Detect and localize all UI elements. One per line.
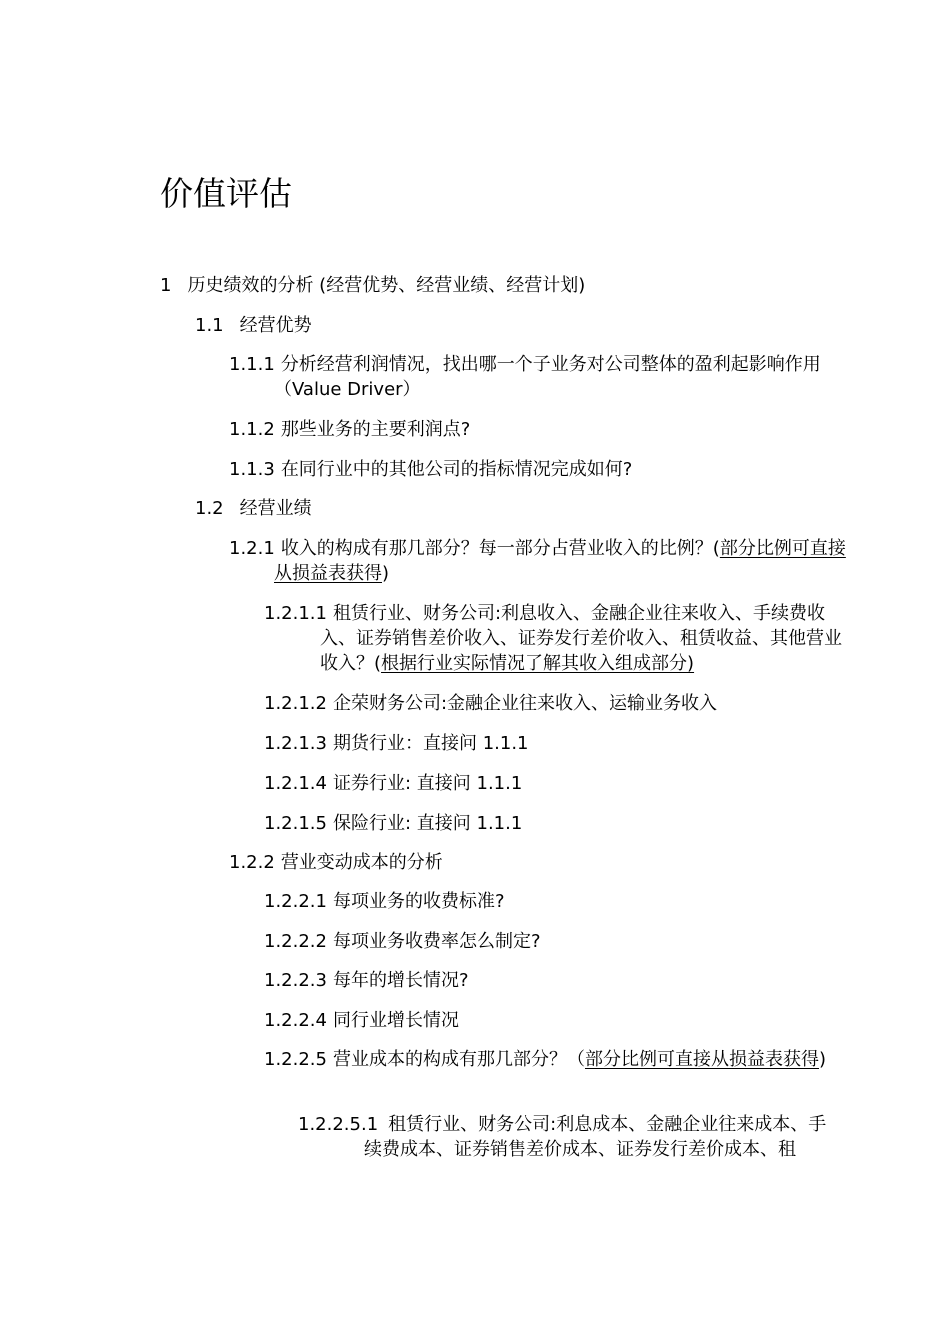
outline-number: 1.1.2 [229,419,275,440]
outline-text: 经营优势 [239,315,312,336]
outline-item-1-2-1 [229,536,849,586]
outline-text: 保险行业: 直接问 1.1.1 [332,813,523,834]
outline-item-1-1-1 [229,352,849,402]
outline-text: 营业成本的构成有那几部分？（ [332,1049,585,1070]
outline-item-1-2-1-1 [264,601,850,676]
outline-text: 每项业务的收费标准? [332,891,505,912]
outline-item-1-1-3 [229,457,632,482]
outline-text: 企荣财务公司:金融企业往来收入、运输业务收入 [332,693,718,714]
outline-text: 租赁行业、财务公司:利息成本、金融企业往来成本、手续费成本、证券销售差价成本、证券发行差价成本、租 [364,1114,827,1160]
outline-item-1-2-1-3 [264,731,529,756]
outline-number: 1.1.3 [229,459,275,480]
outline-number: 1.2.1.2 [264,693,327,714]
outline-number: 1.1.1 [229,354,275,375]
reference-link[interactable]: 根据行业实际情况了解其收入组成部分) [381,653,695,674]
outline-number: 1.2.1 [229,538,275,559]
outline-text: 经营业绩 [239,498,312,519]
outline-item-1-2-1-2 [264,691,717,716]
outline-item-1-2-2-2 [264,929,541,954]
outline-item-1-1 [195,313,312,338]
page-title: 价值评估 [160,174,292,213]
outline-text: 分析经营利润情况，找出哪一个子业务对公司整体的盈利起影响作用（Value Driver） [274,354,821,400]
outline-text: 期货行业：直接问 1.1.1 [332,733,529,754]
outline-text: 在同行业中的其他公司的指标情况完成如何? [280,459,633,480]
outline-number: 1.2.2 [229,852,275,873]
outline-number: 1.2.2.2 [264,931,327,952]
outline-item-1-2 [195,496,312,521]
outline-text-tail: ) [382,563,390,584]
reference-link[interactable]: 部分比例可直接从损益表获得 [274,538,846,584]
outline-number: 1.2 [195,498,224,519]
outline-text: 每年的增长情况? [332,970,469,991]
outline-text-tail: ) [818,1049,827,1070]
outline-text: 每项业务收费率怎么制定? [332,931,541,952]
reference-link[interactable]: 部分比例可直接从损益表获得 [584,1049,819,1070]
outline-number: 1.2.2.1 [264,891,327,912]
outline-number: 1.1 [195,315,224,336]
outline-item-1-2-1-5 [264,811,522,836]
outline-item-1-2-2-4 [264,1008,459,1033]
outline-number: 1.2.2.5 [264,1049,327,1070]
outline-text: 历史绩效的分析 (经营优势、经营业绩、经营计划) [187,275,586,296]
outline-number: 1.2.1.3 [264,733,327,754]
outline-item-1-2-2 [229,850,443,875]
outline-number: 1.2.1.1 [264,603,327,624]
outline-text: 营业变动成本的分析 [280,852,443,873]
outline-item-1-2-2-1 [264,889,505,914]
outline-item-1 [160,273,585,298]
outline-number: 1.2.2.3 [264,970,327,991]
outline-number: 1.2.1.5 [264,813,327,834]
outline-item-1-1-2 [229,417,470,442]
outline-item-1-2-2-3 [264,968,469,993]
outline-text: 证券行业: 直接问 1.1.1 [332,773,523,794]
outline-item-1-2-2-5 [264,1047,850,1072]
outline-item-1-2-1-4 [264,771,522,796]
outline-item-1-2-2-5-1 [298,1112,844,1162]
outline-text: 同行业增长情况 [332,1010,459,1031]
outline-number: 1.2.2.4 [264,1010,327,1031]
outline-number: 1.2.2.5.1 [298,1114,379,1135]
outline-number: 1 [160,275,172,296]
outline-text: 那些业务的主要利润点? [280,419,471,440]
outline-text: 收入的构成有那几部分？每一部分占营业收入的比例？( [280,538,720,559]
outline-text: 租赁行业、财务公司:利息收入、金融企业往来收入、手续费收入、证券销售差价收入、证券发行差价收入、租赁收益、其他营业收入？( [320,603,842,674]
outline-number: 1.2.1.4 [264,773,327,794]
